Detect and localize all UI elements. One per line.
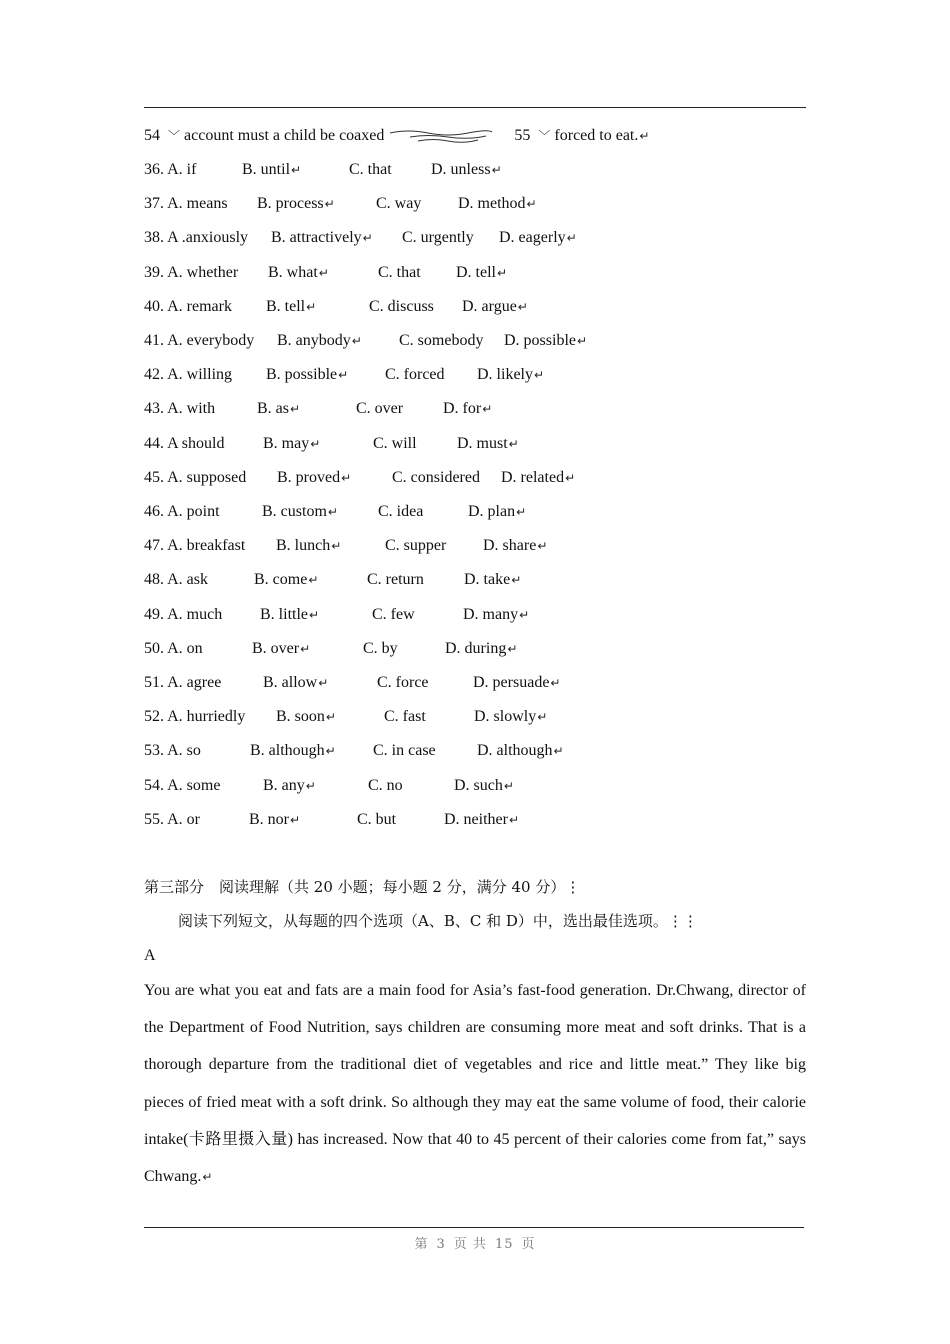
option-text: B. tell bbox=[266, 297, 306, 315]
paragraph-return-icon: ↵ bbox=[202, 1170, 213, 1185]
option-b bbox=[277, 468, 351, 488]
option-b bbox=[266, 365, 348, 385]
option-a bbox=[144, 639, 203, 659]
option-c bbox=[363, 639, 398, 659]
paragraph-return-icon: ↵ bbox=[331, 539, 342, 554]
option-text: D. take bbox=[464, 571, 511, 589]
option-text: B. come bbox=[254, 571, 308, 589]
option-text: B. although bbox=[250, 742, 325, 760]
option-c bbox=[385, 365, 445, 385]
option-text: D. eagerly bbox=[499, 229, 566, 247]
option-d bbox=[499, 228, 577, 248]
option-text: D. during bbox=[445, 639, 507, 657]
option-text: C. discuss bbox=[369, 297, 434, 315]
option-text: 46. A. point bbox=[144, 503, 220, 520]
section-title: 第三部分 阅读理解（共 20 小题；每小题 2 分，满分 40 分）⋮ bbox=[144, 878, 581, 896]
footer-page-number: 3 bbox=[436, 1237, 446, 1252]
option-d bbox=[477, 741, 564, 761]
page-footer bbox=[0, 1233, 950, 1252]
option-text: 42. A. willing bbox=[144, 366, 233, 384]
option-a bbox=[144, 468, 246, 488]
option-d bbox=[468, 502, 526, 522]
passage-text bbox=[144, 972, 806, 1196]
option-c bbox=[369, 297, 434, 317]
option-text: D. plan bbox=[468, 503, 516, 520]
option-text: B. proved bbox=[277, 468, 341, 486]
option-text: 44. A should bbox=[144, 434, 225, 452]
section-instruction: 阅读下列短文，从每题的四个选项（A、B、C 和 D）中，选出最佳选项。⋮⋮ bbox=[178, 912, 698, 930]
paragraph-return-icon: ↵ bbox=[305, 778, 316, 793]
paragraph-return-icon: ↵ bbox=[318, 676, 329, 690]
option-a bbox=[144, 741, 201, 761]
option-d bbox=[462, 297, 528, 317]
option-text: 48. A. ask bbox=[144, 571, 208, 589]
option-text: C. supper bbox=[385, 537, 447, 555]
option-text: D. must bbox=[457, 434, 508, 452]
option-text: B. over bbox=[252, 639, 300, 657]
option-c bbox=[368, 776, 403, 796]
option-text: 41. A. everybody bbox=[144, 332, 255, 349]
paragraph-return-icon: ↵ bbox=[517, 299, 528, 314]
option-text: 39. A. whether bbox=[144, 263, 239, 281]
paragraph-return-icon: ↵ bbox=[341, 470, 352, 485]
footer-total-pages: 15 bbox=[494, 1237, 514, 1252]
paragraph-return-icon: ↵ bbox=[300, 641, 311, 656]
option-text: C. that bbox=[378, 263, 421, 281]
option-a bbox=[144, 194, 228, 214]
option-a bbox=[144, 810, 200, 830]
option-text: B. anybody bbox=[277, 332, 351, 349]
paragraph-return-icon: ↵ bbox=[324, 197, 335, 212]
option-text: 45. A. supposed bbox=[144, 468, 247, 486]
option-text: B. lunch bbox=[276, 537, 331, 555]
option-b bbox=[257, 194, 335, 214]
option-a bbox=[144, 263, 238, 283]
option-text: D. such bbox=[454, 776, 503, 794]
option-c bbox=[372, 605, 415, 625]
paragraph-return-icon: ↵ bbox=[491, 163, 502, 177]
option-c bbox=[373, 434, 417, 454]
option-text: B. possible bbox=[266, 366, 338, 384]
option-b bbox=[263, 673, 328, 693]
option-b bbox=[268, 263, 329, 283]
option-text: C. by bbox=[363, 639, 398, 657]
chevron-down-icon: ﹀ bbox=[538, 129, 551, 143]
passage-label: A bbox=[144, 947, 156, 964]
option-a bbox=[144, 399, 215, 419]
option-d bbox=[483, 536, 547, 556]
paragraph-return-icon: ↵ bbox=[327, 505, 338, 519]
option-text: D. for bbox=[443, 400, 482, 418]
paragraph-return-icon: ↵ bbox=[306, 299, 317, 314]
paragraph-return-icon: ↵ bbox=[526, 197, 537, 212]
option-text: C. that bbox=[349, 161, 392, 178]
option-text: C. will bbox=[373, 434, 417, 452]
header-line bbox=[144, 126, 649, 146]
option-c bbox=[378, 263, 421, 283]
option-text: C. in case bbox=[373, 742, 436, 760]
option-text: D. possible bbox=[504, 332, 576, 349]
option-text: B. process bbox=[257, 195, 324, 213]
paragraph-return-icon: ↵ bbox=[482, 402, 493, 417]
option-text: D. slowly bbox=[474, 708, 537, 726]
option-a bbox=[144, 707, 245, 727]
option-a bbox=[144, 297, 232, 317]
option-a bbox=[144, 160, 196, 180]
option-c bbox=[402, 228, 474, 248]
option-text: C. but bbox=[357, 810, 397, 828]
option-text: D. related bbox=[501, 468, 565, 486]
option-c bbox=[349, 160, 392, 180]
option-text: B. as bbox=[257, 400, 289, 418]
option-text: 53. A. so bbox=[144, 742, 201, 760]
option-text: C. considered bbox=[392, 468, 480, 486]
option-text: D. persuade bbox=[473, 674, 550, 691]
option-d bbox=[445, 639, 517, 659]
chevron-down-icon: ﹀ bbox=[168, 129, 181, 143]
paragraph-return-icon: ↵ bbox=[565, 470, 576, 485]
option-d bbox=[463, 605, 529, 625]
header-rule bbox=[144, 107, 806, 108]
option-text: C. no bbox=[368, 776, 403, 794]
header-text-2: forced to eat. bbox=[554, 127, 639, 144]
paragraph-return-icon: ↵ bbox=[503, 778, 514, 793]
option-text: D. unless bbox=[431, 161, 491, 178]
option-text: C. somebody bbox=[399, 332, 484, 349]
option-c bbox=[378, 502, 423, 522]
option-d bbox=[473, 673, 560, 693]
option-text: 38. A .anxiously bbox=[144, 229, 249, 247]
option-d bbox=[454, 776, 514, 796]
option-text: D. tell bbox=[456, 263, 496, 281]
option-d bbox=[501, 468, 575, 488]
option-text: C. force bbox=[377, 674, 429, 691]
footer-suffix: 页 bbox=[521, 1237, 536, 1252]
option-b bbox=[266, 297, 316, 317]
option-b bbox=[260, 605, 319, 625]
option-text: 36. A. if bbox=[144, 161, 197, 178]
option-text: D. many bbox=[463, 605, 519, 623]
option-b bbox=[252, 639, 310, 659]
paragraph-return-icon: ↵ bbox=[577, 334, 588, 348]
option-text: 52. A. hurriedly bbox=[144, 708, 246, 726]
paragraph-return-icon: ↵ bbox=[639, 129, 650, 143]
option-c bbox=[367, 570, 424, 590]
option-d bbox=[474, 707, 547, 727]
option-b bbox=[277, 331, 362, 351]
option-d bbox=[431, 160, 502, 180]
option-text: 43. A. with bbox=[144, 400, 216, 418]
footer-mid: 页 共 bbox=[453, 1237, 487, 1252]
paragraph-return-icon: ↵ bbox=[534, 368, 545, 383]
option-d bbox=[464, 570, 521, 590]
passage-body: You are what you eat and fats are a main food for Asia’s fast-food generation. Dr.Chwang, director of the Department of Food Nutrition, says children are consuming more meat and soft drinks. That is a thorough departure from the traditional diet of vegetables and rice and little meat.” They like big pieces of fried meat with a soft drink. So although they may eat the same volume of food, their calorie intake(卡路里摄入量) has increased. Now that 40 to 45 percent of their calories come from fat,” says Chwang. bbox=[144, 982, 806, 1186]
option-d bbox=[458, 194, 537, 214]
option-c bbox=[373, 741, 436, 761]
option-text: B. custom bbox=[262, 503, 327, 520]
option-c bbox=[392, 468, 480, 488]
paragraph-return-icon: ↵ bbox=[338, 368, 349, 383]
option-text: B. attractively bbox=[271, 229, 362, 247]
option-text: B. allow bbox=[263, 674, 318, 691]
option-a bbox=[144, 673, 221, 693]
option-text: D. method bbox=[458, 195, 526, 213]
option-b bbox=[257, 399, 300, 419]
option-a bbox=[144, 331, 254, 351]
option-b bbox=[263, 434, 320, 454]
option-text: B. any bbox=[263, 776, 305, 794]
option-b bbox=[250, 741, 336, 761]
option-text: C. return bbox=[367, 571, 424, 589]
paragraph-return-icon: ↵ bbox=[308, 573, 319, 588]
option-b bbox=[249, 810, 300, 830]
paragraph-return-icon: ↵ bbox=[508, 812, 520, 827]
blank-number-55: 55 bbox=[514, 127, 531, 144]
paragraph-return-icon: ↵ bbox=[519, 607, 530, 622]
option-c bbox=[377, 673, 429, 693]
option-text: B. what bbox=[268, 263, 318, 281]
paragraph-return-icon: ↵ bbox=[290, 402, 301, 417]
paragraph-return-icon: ↵ bbox=[362, 231, 373, 246]
option-text: C. over bbox=[356, 400, 404, 418]
paragraph-return-icon: ↵ bbox=[553, 744, 564, 759]
option-text: D. although bbox=[477, 742, 553, 760]
option-c bbox=[384, 707, 426, 727]
option-d bbox=[477, 365, 544, 385]
option-a bbox=[144, 434, 224, 454]
paragraph-return-icon: ↵ bbox=[507, 641, 518, 656]
option-b bbox=[276, 536, 341, 556]
paragraph-return-icon: ↵ bbox=[291, 163, 302, 177]
option-text: B. until bbox=[242, 161, 291, 178]
option-a bbox=[144, 570, 208, 590]
option-d bbox=[504, 331, 587, 351]
paragraph-return-icon: ↵ bbox=[497, 265, 508, 280]
option-a bbox=[144, 605, 222, 625]
paragraph-return-icon: ↵ bbox=[550, 676, 561, 690]
option-text: B. little bbox=[260, 605, 308, 623]
option-text: C. fast bbox=[384, 708, 426, 726]
paragraph-return-icon: ↵ bbox=[537, 539, 548, 554]
paragraph-return-icon: ↵ bbox=[566, 231, 577, 246]
option-text: C. way bbox=[376, 195, 422, 213]
header-text-1: account must a child be coaxed bbox=[184, 127, 385, 144]
paragraph-return-icon: ↵ bbox=[537, 710, 548, 725]
option-c bbox=[356, 399, 403, 419]
paragraph-return-icon: ↵ bbox=[325, 744, 336, 759]
option-a bbox=[144, 776, 220, 796]
option-text: D. neither bbox=[444, 810, 508, 828]
footer-prefix: 第 bbox=[414, 1237, 429, 1252]
option-a bbox=[144, 502, 220, 522]
option-text: 37. A. means bbox=[144, 195, 228, 213]
option-d bbox=[444, 810, 519, 830]
option-text: C. idea bbox=[378, 503, 424, 520]
option-d bbox=[456, 263, 507, 283]
option-text: 50. A. on bbox=[144, 639, 203, 657]
option-text: B. soon bbox=[276, 708, 325, 726]
option-c bbox=[399, 331, 483, 351]
paragraph-return-icon: ↵ bbox=[318, 265, 329, 280]
option-d bbox=[457, 434, 519, 454]
option-b bbox=[276, 707, 336, 727]
option-text: 51. A. agree bbox=[144, 674, 222, 691]
paragraph-return-icon: ↵ bbox=[325, 710, 336, 725]
option-b bbox=[262, 502, 338, 522]
paragraph-return-icon: ↵ bbox=[516, 505, 527, 519]
option-text: 40. A. remark bbox=[144, 297, 232, 315]
option-text: 55. A. or bbox=[144, 810, 200, 828]
paragraph-return-icon: ↵ bbox=[309, 607, 320, 622]
option-b bbox=[254, 570, 318, 590]
option-text: D. share bbox=[483, 537, 537, 555]
option-b bbox=[242, 160, 301, 180]
blank-number-54: 54 bbox=[144, 127, 160, 144]
option-text: 49. A. much bbox=[144, 605, 223, 623]
option-c bbox=[357, 810, 396, 830]
option-c bbox=[385, 536, 446, 556]
option-text: B. may bbox=[263, 434, 310, 452]
option-c bbox=[376, 194, 421, 214]
option-d bbox=[443, 399, 492, 419]
option-text: 47. A. breakfast bbox=[144, 537, 246, 555]
option-text: C. few bbox=[372, 605, 415, 623]
option-text: D. argue bbox=[462, 297, 517, 315]
option-a bbox=[144, 228, 248, 248]
footer-rule bbox=[144, 1227, 804, 1228]
paragraph-return-icon: ↵ bbox=[508, 436, 519, 451]
option-b bbox=[271, 228, 373, 248]
option-text: B. nor bbox=[249, 810, 289, 828]
option-text: 54. A. some bbox=[144, 776, 221, 794]
option-a bbox=[144, 536, 245, 556]
wavy-underline-icon bbox=[388, 129, 496, 143]
option-text: D. likely bbox=[477, 366, 533, 384]
option-a bbox=[144, 365, 232, 385]
option-b bbox=[263, 776, 316, 796]
paragraph-return-icon: ↵ bbox=[511, 573, 522, 588]
paragraph-return-icon: ↵ bbox=[310, 436, 321, 451]
paragraph-return-icon: ↵ bbox=[351, 334, 362, 348]
option-text: C. forced bbox=[385, 366, 445, 384]
option-text: C. urgently bbox=[402, 229, 474, 247]
paragraph-return-icon: ↵ bbox=[290, 812, 301, 827]
